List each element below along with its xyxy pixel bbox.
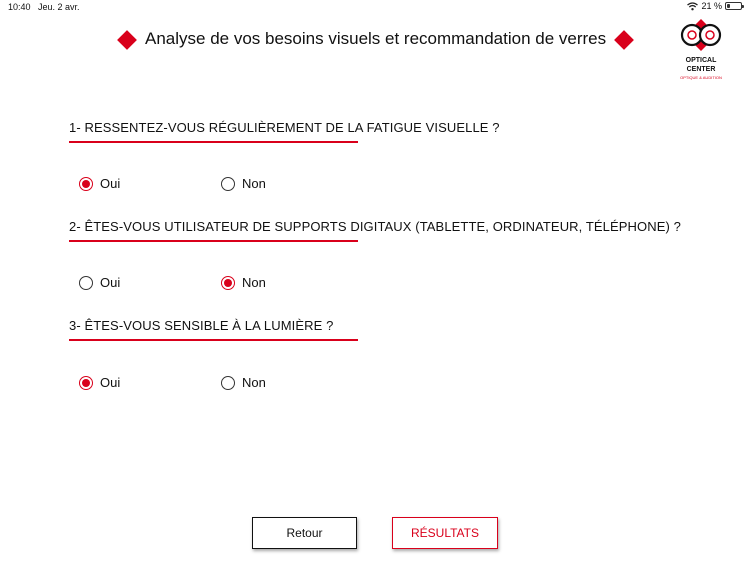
q1-option-oui-label: Oui	[100, 176, 121, 191]
status-bar	[0, 0, 750, 14]
question-1-underline	[69, 141, 358, 143]
q3-option-oui[interactable]	[79, 375, 120, 390]
diamond-left-icon	[117, 30, 137, 50]
q3-option-oui-label: Oui	[100, 375, 121, 390]
battery-icon	[725, 2, 742, 10]
q1-option-oui[interactable]	[79, 176, 120, 191]
q2-radio-oui[interactable]	[79, 276, 93, 290]
battery-percent: 21 %	[701, 1, 722, 11]
status-right	[687, 1, 742, 11]
q1-option-non[interactable]	[221, 176, 266, 191]
status-time: 10:40	[8, 2, 31, 12]
page-title: Analyse de vos besoins visuels et recommandation de verres	[145, 29, 607, 48]
question-1-label: 1- RESSENTEZ-VOUS RÉGULIÈREMENT DE LA FATIGUE VISUELLE ?	[69, 120, 500, 135]
q3-option-non-label: Non	[242, 375, 266, 390]
logo-line1: OPTICAL	[685, 57, 717, 64]
q2-radio-non[interactable]	[221, 276, 235, 290]
question-2-label: 2- ÊTES-VOUS UTILISATEUR DE SUPPORTS DIGITAUX (TABLETTE, ORDINATEUR, TÉLÉPHONE) ?	[69, 219, 681, 234]
q3-radio-non[interactable]	[221, 376, 235, 390]
question-3	[69, 318, 729, 333]
question-2	[69, 219, 729, 234]
q2-option-non[interactable]	[221, 275, 266, 290]
optical-center-logo	[673, 17, 729, 85]
q2-option-oui[interactable]	[79, 275, 120, 290]
results-button[interactable]: RÉSULTATS	[392, 517, 498, 549]
q1-radio-non[interactable]	[221, 177, 235, 191]
logo-tagline: OPTIQUE & AUDITION	[680, 75, 722, 80]
battery-level	[727, 4, 730, 8]
q2-option-non-label: Non	[242, 275, 266, 290]
back-button[interactable]: Retour	[252, 517, 357, 549]
question-3-underline	[69, 339, 358, 341]
q2-option-oui-label: Oui	[100, 275, 121, 290]
question-1	[69, 120, 729, 135]
q3-radio-oui[interactable]	[79, 376, 93, 390]
page-header	[0, 26, 750, 54]
logo-line2: CENTER	[686, 66, 716, 73]
q1-option-non-label: Non	[242, 176, 266, 191]
question-2-underline	[69, 240, 358, 242]
status-date: Jeu. 2 avr.	[38, 2, 80, 12]
diamond-right-icon	[614, 30, 634, 50]
q3-option-non[interactable]	[221, 375, 266, 390]
question-3-label: 3- ÊTES-VOUS SENSIBLE À LA LUMIÈRE ?	[69, 318, 334, 333]
wifi-icon	[687, 2, 698, 11]
q1-radio-oui[interactable]	[79, 177, 93, 191]
logo-emblem-icon	[673, 17, 729, 57]
